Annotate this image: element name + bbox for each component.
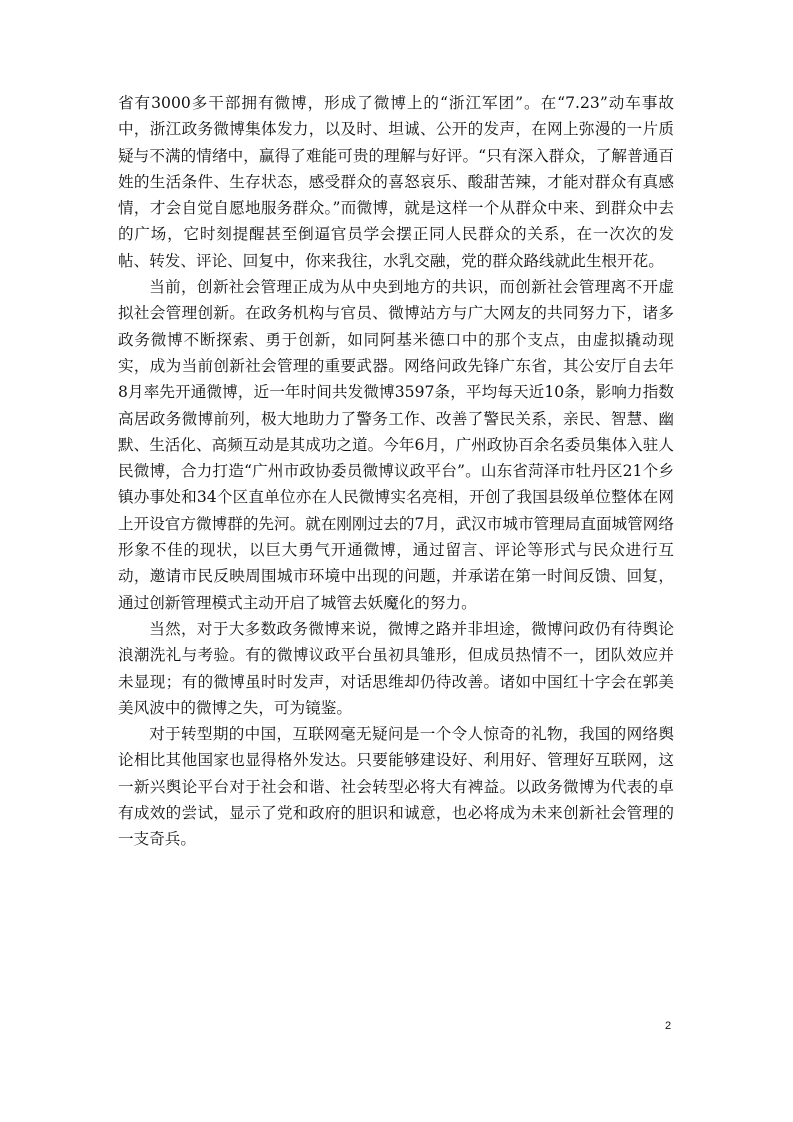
paragraph-4: 对于转型期的中国，互联网毫无疑问是一个令人惊奇的礼物，我国的网络舆论相比其他国家也显得格外发达。只要能够建设好、利用好、管理好互联网，这一新兴舆论平台对于社会和谐、社会转型必将大有裨益。以政务微博为代表的卓有成效的尝试，显示了党和政府的胆识和诚意，也必将成为未来创新社会管理的一支奇兵。 xyxy=(118,725,674,849)
page-number: 2 xyxy=(665,1020,672,1032)
paragraph-3: 当然，对于大多数政务微博来说，微博之路并非坦途，微博问政仍有待舆论浪潮洗礼与考验。有的微博议政平台虽初具雏形，但成员热情不一，团队效应并未显现；有的微博虽时时发声，对话思维却仍待改善。诸如中国红十字会在郭美美风波中的微博之失，可为镜鉴。 xyxy=(118,619,674,717)
paragraph-1: 省有3000多干部拥有微博，形成了微博上的“浙江军团”。在“7.23”动车事故中，浙江政务微博集体发力，以及时、坦诚、公开的发声，在网上弥漫的一片质疑与不满的情绪中，赢得了难能可贵的理解与好评。“只有深入群众，了解普通百姓的生活条件、生存状态，感受群众的喜怒哀乐、酸甜苦辣，才能对群众有真感情，才会自觉自愿地服务群众。”而微博，就是这样一个从群众中来、到群众中去的广场，它时刻提醒甚至倒逼官员学会摆正同人民群众的关系，在一次次的发帖、转发、评论、回复中，你来我往，水乳交融，党的群众路线就此生根开花。 xyxy=(118,94,674,270)
body-text xyxy=(118,90,674,853)
paragraph-2: 当前，创新社会管理正成为从中央到地方的共识，而创新社会管理离不开虚拟社会管理创新。在政务机构与官员、微博站方与广大网友的共同努力下，诸多政务微博不断探索、勇于创新，如同阿基米德口中的那个支点，由虚拟撬动现实，成为当前创新社会管理的重要武器。网络问政先锋广东省，其公安厅自去年 8月率先开通微博，近一年时间共发微博3597条，平均每天近10条，影响力指数高居政务微博前列，极大地助力了警务工作、改善了警民关系，亲民、智慧、幽默、生活化、高频互动是其成功之道。今年6月，广州政协百余名委员集体入驻人民微博，合力打造“广州市政协委员微博议政平台”。山东省菏泽市牡丹区21个乡镇办事处和34个区直单位亦在人民微博实名亮相，开创了我国县级单位整体在网上开设官方微博群的先河。就在刚刚过去的7月，武汉市城市管理局直面城管网络形象不佳的现状，以巨大勇气开通微博，通过留言、评论等形式与民众进行互动，邀请市民反映周围城市环境中出现的问题，并承诺在第一时间反馈、回复，通过创新管理模式主动开启了城管去妖魔化的努力。 xyxy=(118,278,674,612)
